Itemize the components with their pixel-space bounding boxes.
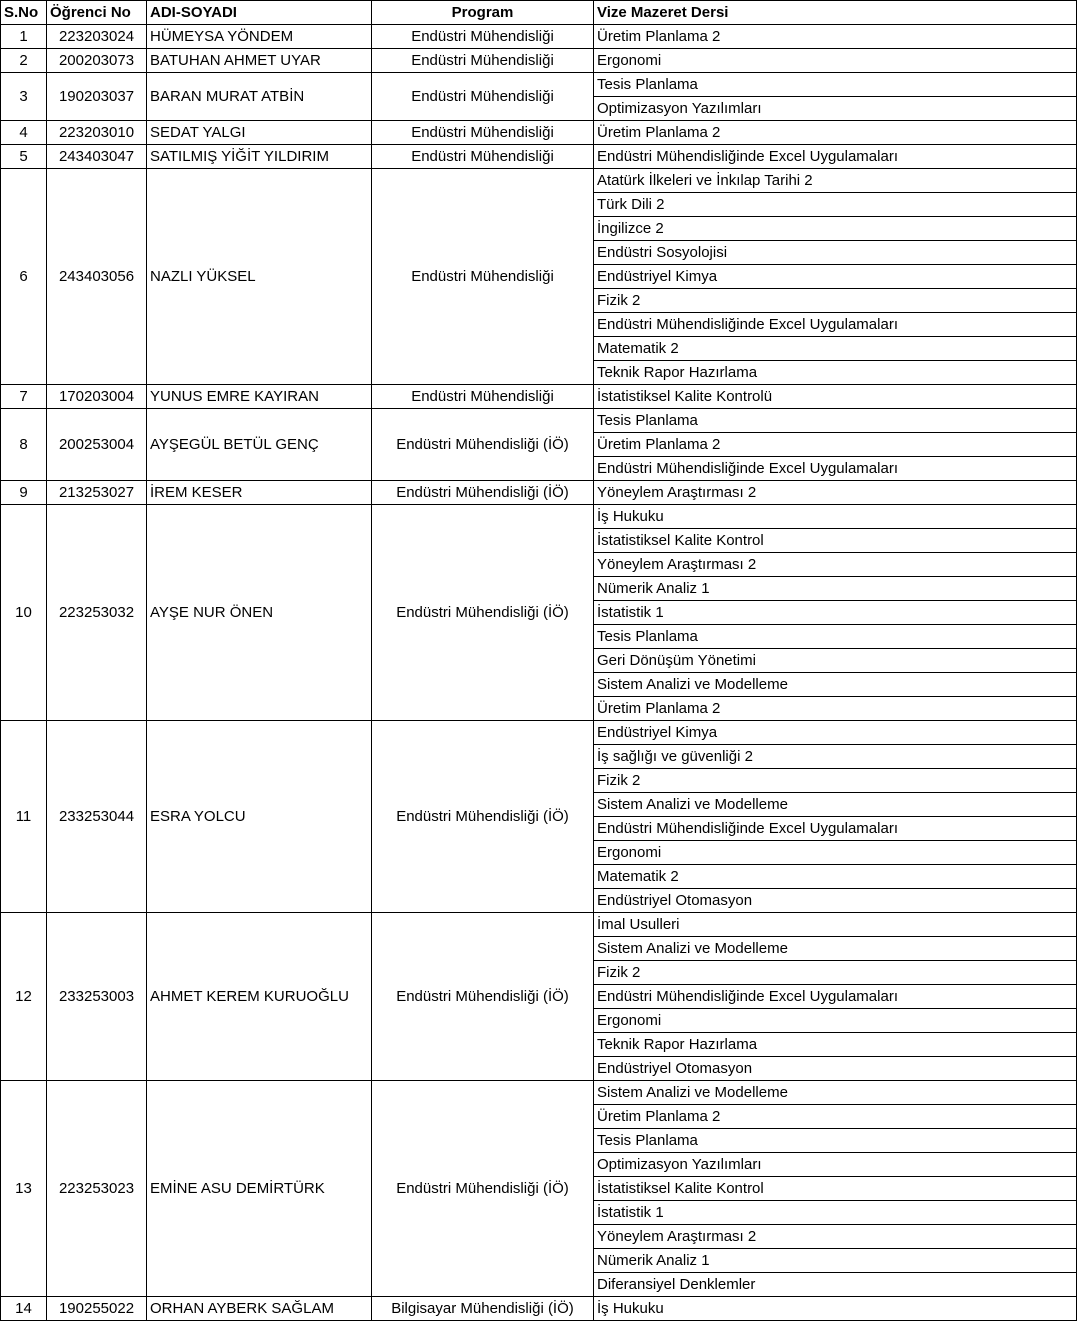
row-course: Üretim Planlama 2 bbox=[594, 1105, 1077, 1129]
row-course: Endüstri Mühendisliğinde Excel Uygulamaları bbox=[594, 985, 1077, 1009]
row-course: İstatistik 1 bbox=[594, 1201, 1077, 1225]
table-row bbox=[1, 169, 1077, 193]
row-course: Geri Dönüşüm Yönetimi bbox=[594, 649, 1077, 673]
row-course: Sistem Analizi ve Modelleme bbox=[594, 673, 1077, 697]
row-ogrenci-no: 170203004 bbox=[47, 385, 147, 409]
row-adi-soyadi: BATUHAN AHMET UYAR bbox=[147, 49, 372, 73]
row-sno: 7 bbox=[1, 385, 47, 409]
row-course: Üretim Planlama 2 bbox=[594, 25, 1077, 49]
row-program: Endüstri Mühendisliği (İÖ) bbox=[372, 481, 594, 505]
header-ogrenci-no: Öğrenci No bbox=[47, 1, 147, 25]
row-course: Endüstri Mühendisliğinde Excel Uygulamaları bbox=[594, 145, 1077, 169]
row-ogrenci-no: 190255022 bbox=[47, 1297, 147, 1321]
row-ogrenci-no: 223253032 bbox=[47, 505, 147, 721]
row-course: İş Hukuku bbox=[594, 1297, 1077, 1321]
row-course: İmal Usulleri bbox=[594, 913, 1077, 937]
row-program: Endüstri Mühendisliği bbox=[372, 169, 594, 385]
row-sno: 11 bbox=[1, 721, 47, 913]
row-course: Yöneylem Araştırması 2 bbox=[594, 481, 1077, 505]
row-course: Sistem Analizi ve Modelleme bbox=[594, 937, 1077, 961]
row-sno: 12 bbox=[1, 913, 47, 1081]
header-vize-mazeret-dersi: Vize Mazeret Dersi bbox=[594, 1, 1077, 25]
row-course: Endüstri Mühendisliğinde Excel Uygulamaları bbox=[594, 313, 1077, 337]
table-row bbox=[1, 49, 1077, 73]
row-adi-soyadi: NAZLI YÜKSEL bbox=[147, 169, 372, 385]
row-program: Bilgisayar Mühendisliği (İÖ) bbox=[372, 1297, 594, 1321]
row-course: Endüstri Mühendisliğinde Excel Uygulamaları bbox=[594, 817, 1077, 841]
row-sno: 14 bbox=[1, 1297, 47, 1321]
row-course: Tesis Planlama bbox=[594, 409, 1077, 433]
row-course: Üretim Planlama 2 bbox=[594, 433, 1077, 457]
table-row bbox=[1, 913, 1077, 937]
row-program: Endüstri Mühendisliği (İÖ) bbox=[372, 721, 594, 913]
row-course: Teknik Rapor Hazırlama bbox=[594, 361, 1077, 385]
row-ogrenci-no: 233253003 bbox=[47, 913, 147, 1081]
row-ogrenci-no: 243403047 bbox=[47, 145, 147, 169]
row-course: Fizik 2 bbox=[594, 769, 1077, 793]
table-row bbox=[1, 145, 1077, 169]
row-course: Endüstri Sosyolojisi bbox=[594, 241, 1077, 265]
row-program: Endüstri Mühendisliği (İÖ) bbox=[372, 409, 594, 481]
row-course: Ergonomi bbox=[594, 49, 1077, 73]
row-adi-soyadi: EMİNE ASU DEMİRTÜRK bbox=[147, 1081, 372, 1297]
row-course: Matematik 2 bbox=[594, 337, 1077, 361]
row-course: Endüstriyel Otomasyon bbox=[594, 1057, 1077, 1081]
row-adi-soyadi: BARAN MURAT ATBİN bbox=[147, 73, 372, 121]
row-course: Nümerik Analiz 1 bbox=[594, 577, 1077, 601]
row-program: Endüstri Mühendisliği (İÖ) bbox=[372, 913, 594, 1081]
row-adi-soyadi: İREM KESER bbox=[147, 481, 372, 505]
row-program: Endüstri Mühendisliği (İÖ) bbox=[372, 1081, 594, 1297]
row-sno: 6 bbox=[1, 169, 47, 385]
row-program: Endüstri Mühendisliği bbox=[372, 145, 594, 169]
row-course: Matematik 2 bbox=[594, 865, 1077, 889]
row-course: Türk Dili 2 bbox=[594, 193, 1077, 217]
header-row bbox=[1, 1, 1077, 25]
row-course: Optimizasyon Yazılımları bbox=[594, 97, 1077, 121]
row-adi-soyadi: AYŞE NUR ÖNEN bbox=[147, 505, 372, 721]
row-program: Endüstri Mühendisliği bbox=[372, 49, 594, 73]
row-course: Diferansiyel Denklemler bbox=[594, 1273, 1077, 1297]
table-row bbox=[1, 121, 1077, 145]
row-course: Tesis Planlama bbox=[594, 1129, 1077, 1153]
table-row bbox=[1, 409, 1077, 433]
row-course: Üretim Planlama 2 bbox=[594, 697, 1077, 721]
row-course: Yöneylem Araştırması 2 bbox=[594, 1225, 1077, 1249]
row-adi-soyadi: ESRA YOLCU bbox=[147, 721, 372, 913]
row-course: İstatistiksel Kalite Kontrolü bbox=[594, 385, 1077, 409]
row-program: Endüstri Mühendisliği bbox=[372, 121, 594, 145]
row-ogrenci-no: 223203010 bbox=[47, 121, 147, 145]
row-course: Optimizasyon Yazılımları bbox=[594, 1153, 1077, 1177]
row-course: Ergonomi bbox=[594, 1009, 1077, 1033]
row-sno: 3 bbox=[1, 73, 47, 121]
row-course: Tesis Planlama bbox=[594, 625, 1077, 649]
row-program: Endüstri Mühendisliği bbox=[372, 385, 594, 409]
row-adi-soyadi: YUNUS EMRE KAYIRAN bbox=[147, 385, 372, 409]
row-course: İş sağlığı ve güvenliği 2 bbox=[594, 745, 1077, 769]
row-course: Yöneylem Araştırması 2 bbox=[594, 553, 1077, 577]
row-ogrenci-no: 200203073 bbox=[47, 49, 147, 73]
header-program: Program bbox=[372, 1, 594, 25]
table-row bbox=[1, 25, 1077, 49]
row-sno: 10 bbox=[1, 505, 47, 721]
row-ogrenci-no: 233253044 bbox=[47, 721, 147, 913]
row-course: Nümerik Analiz 1 bbox=[594, 1249, 1077, 1273]
table-row bbox=[1, 385, 1077, 409]
table-row bbox=[1, 1297, 1077, 1321]
row-sno: 9 bbox=[1, 481, 47, 505]
table-row bbox=[1, 505, 1077, 529]
row-course: İstatistiksel Kalite Kontrol bbox=[594, 529, 1077, 553]
row-program: Endüstri Mühendisliği bbox=[372, 25, 594, 49]
row-ogrenci-no: 200253004 bbox=[47, 409, 147, 481]
row-adi-soyadi: AYŞEGÜL BETÜL GENÇ bbox=[147, 409, 372, 481]
row-sno: 4 bbox=[1, 121, 47, 145]
row-ogrenci-no: 223203024 bbox=[47, 25, 147, 49]
row-program: Endüstri Mühendisliği bbox=[372, 73, 594, 121]
table-row bbox=[1, 481, 1077, 505]
row-adi-soyadi: SATILMIŞ YİĞİT YILDIRIM bbox=[147, 145, 372, 169]
table-row bbox=[1, 1081, 1077, 1105]
row-course: İstatistiksel Kalite Kontrol bbox=[594, 1177, 1077, 1201]
header-adi-soyadi: ADI-SOYADI bbox=[147, 1, 372, 25]
row-course: Tesis Planlama bbox=[594, 73, 1077, 97]
row-ogrenci-no: 223253023 bbox=[47, 1081, 147, 1297]
row-adi-soyadi: SEDAT YALGI bbox=[147, 121, 372, 145]
row-adi-soyadi: AHMET KEREM KURUOĞLU bbox=[147, 913, 372, 1081]
row-course: İstatistik 1 bbox=[594, 601, 1077, 625]
row-program: Endüstri Mühendisliği (İÖ) bbox=[372, 505, 594, 721]
row-ogrenci-no: 243403056 bbox=[47, 169, 147, 385]
row-sno: 8 bbox=[1, 409, 47, 481]
row-sno: 13 bbox=[1, 1081, 47, 1297]
row-sno: 1 bbox=[1, 25, 47, 49]
row-course: Endüstriyel Kimya bbox=[594, 721, 1077, 745]
row-course: Endüstri Mühendisliğinde Excel Uygulamaları bbox=[594, 457, 1077, 481]
row-course: Sistem Analizi ve Modelleme bbox=[594, 793, 1077, 817]
row-course: Teknik Rapor Hazırlama bbox=[594, 1033, 1077, 1057]
table-row bbox=[1, 73, 1077, 97]
row-course: İngilizce 2 bbox=[594, 217, 1077, 241]
row-course: Ergonomi bbox=[594, 841, 1077, 865]
table-row bbox=[1, 721, 1077, 745]
row-course: Endüstriyel Kimya bbox=[594, 265, 1077, 289]
row-course: Fizik 2 bbox=[594, 961, 1077, 985]
row-ogrenci-no: 213253027 bbox=[47, 481, 147, 505]
row-sno: 2 bbox=[1, 49, 47, 73]
row-adi-soyadi: ORHAN AYBERK SAĞLAM bbox=[147, 1297, 372, 1321]
row-course: Atatürk İlkeleri ve İnkılap Tarihi 2 bbox=[594, 169, 1077, 193]
row-course: İş Hukuku bbox=[594, 505, 1077, 529]
row-course: Fizik 2 bbox=[594, 289, 1077, 313]
row-sno: 5 bbox=[1, 145, 47, 169]
row-course: Üretim Planlama 2 bbox=[594, 121, 1077, 145]
row-course: Sistem Analizi ve Modelleme bbox=[594, 1081, 1077, 1105]
row-adi-soyadi: HÜMEYSA YÖNDEM bbox=[147, 25, 372, 49]
row-course: Endüstriyel Otomasyon bbox=[594, 889, 1077, 913]
header-sno: S.No bbox=[1, 1, 47, 25]
row-ogrenci-no: 190203037 bbox=[47, 73, 147, 121]
